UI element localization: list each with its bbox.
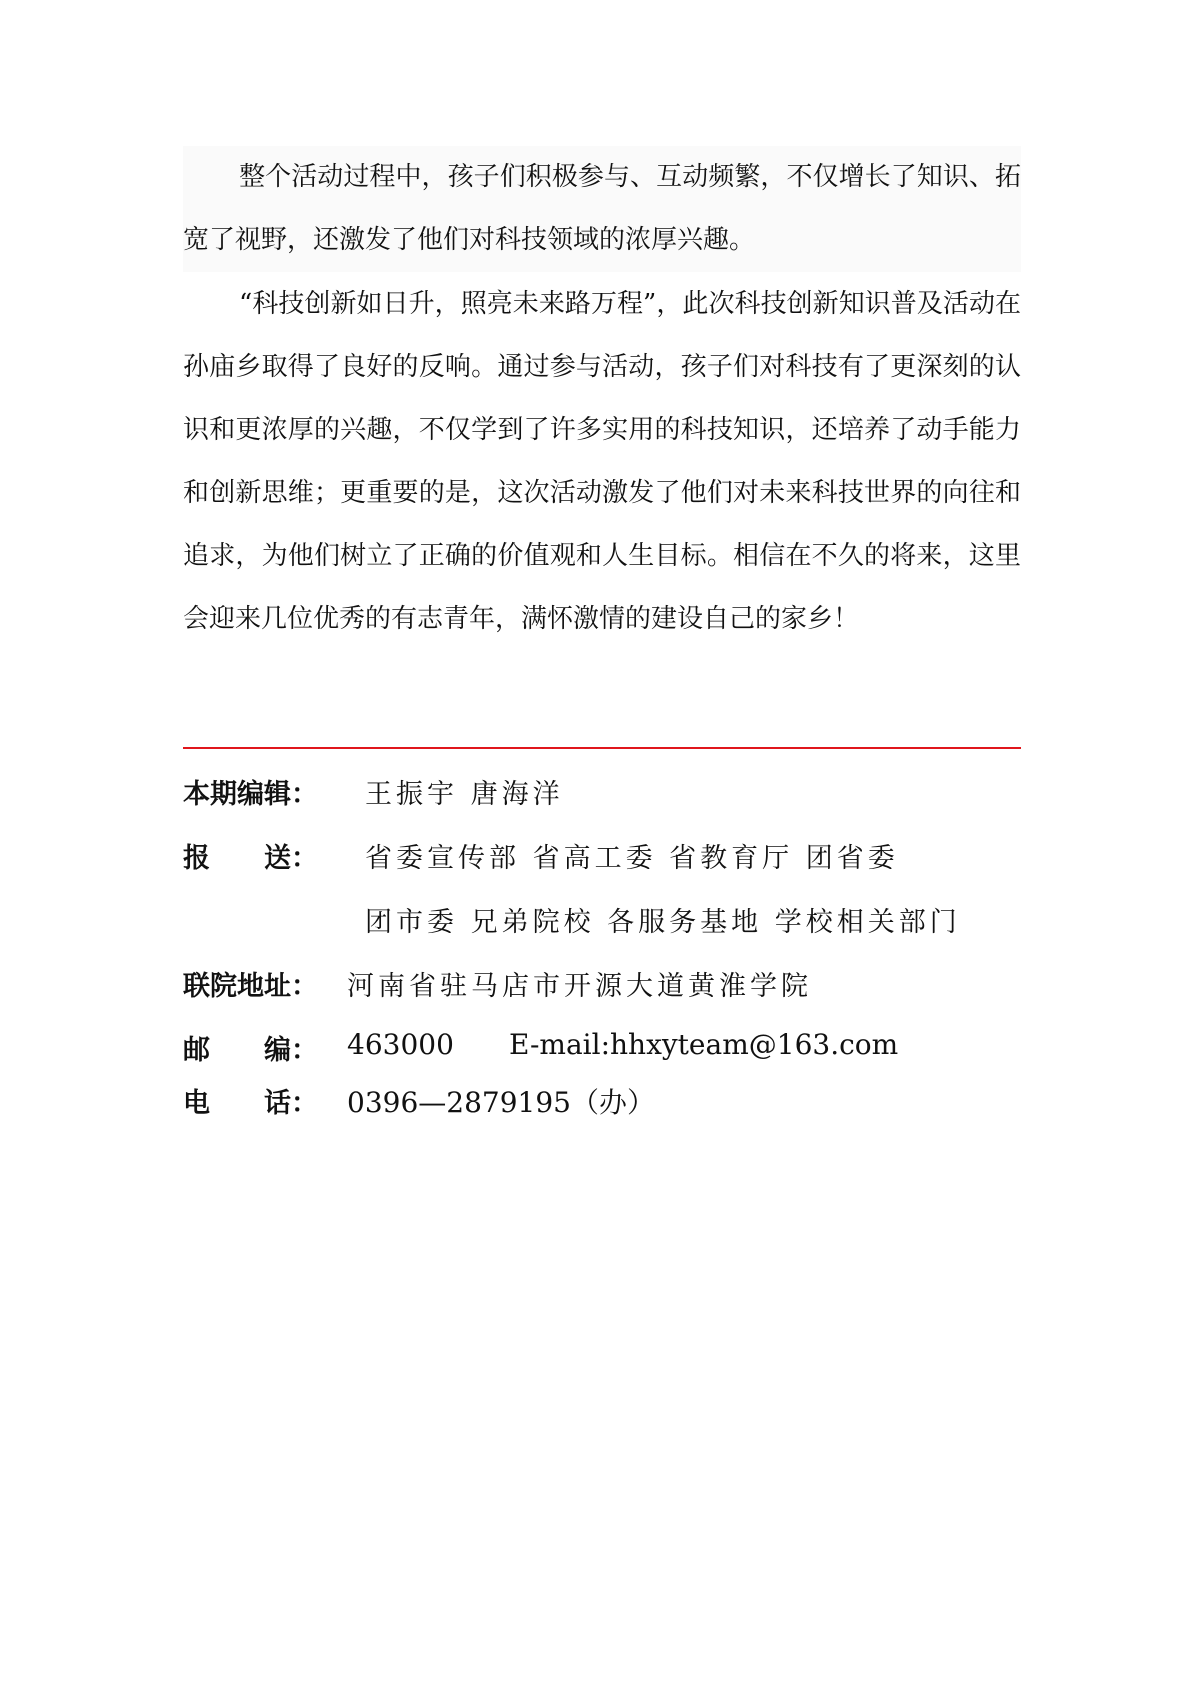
paragraph-1 bbox=[183, 146, 1021, 272]
postcode-label: 邮 编： bbox=[183, 1035, 318, 1066]
email-value[interactable]: E-mail:hhxyteam@163.com bbox=[509, 1028, 899, 1061]
red-divider bbox=[183, 747, 1021, 749]
paragraph-1-text: 整个活动过程中，孩子们积极参与、互动频繁，不仅增长了知识、拓宽了视野，还激发了他们对科技领域的浓厚兴趣。 bbox=[183, 162, 1021, 255]
paragraph-2-text: “科技创新如日升，照亮未来路万程”，此次科技创新知识普及活动在孙庙乡取得了良好的反响。通过参与活动，孩子们对科技有了更深刻的认识和更浓厚的兴趣，不仅学到了许多实用的科技知识，还培养了动手能力和创新思维；更重要的是，这次活动激发了他们对未来科技世界的向往和追求，为他们树立了正确的价值观和人生目标。相信在不久的将来，这里会迎来几位优秀的有志青年，满怀激情的建设自己的家乡！ bbox=[183, 289, 1021, 634]
recipients-line-1: 省委宣传部 省高工委 省教育厅 团省委 bbox=[365, 843, 899, 874]
postcode-value: 463000 bbox=[347, 1028, 454, 1061]
recipients-line-2: 团市委 兄弟院校 各服务基地 学校相关部门 bbox=[365, 907, 961, 938]
address-value: 河南省驻马店市开源大道黄淮学院 bbox=[347, 971, 812, 1002]
phone-label: 电 话： bbox=[183, 1088, 318, 1119]
editors-label: 本期编辑： bbox=[183, 779, 318, 810]
paragraph-2 bbox=[183, 273, 1021, 651]
recipients-label: 报 送： bbox=[183, 843, 318, 874]
editors-value: 王振宇 唐海洋 bbox=[365, 779, 564, 810]
address-label: 联院地址： bbox=[183, 971, 318, 1002]
phone-value: 0396—2879195（办） bbox=[347, 1086, 655, 1119]
